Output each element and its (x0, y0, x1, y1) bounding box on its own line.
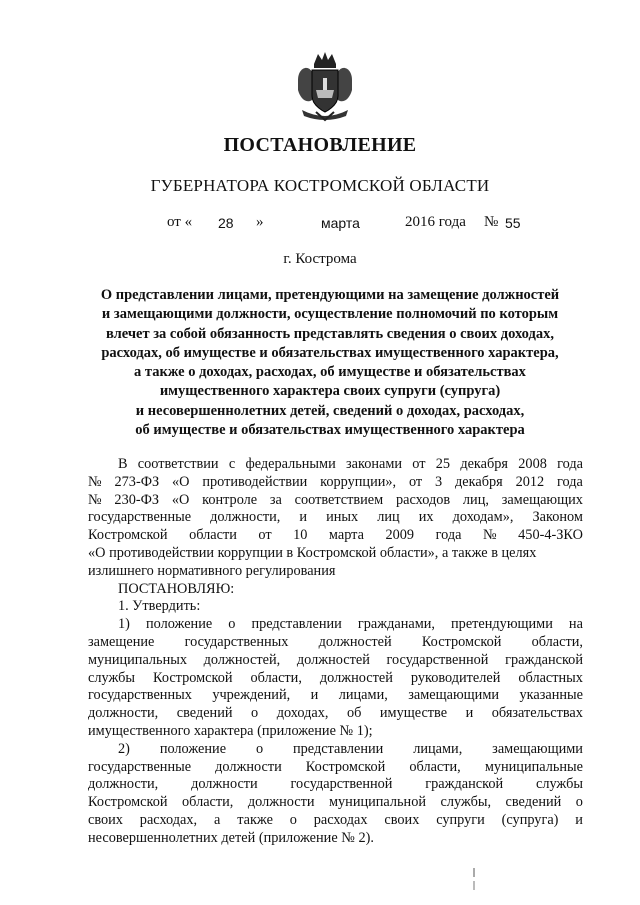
body-word: о (251, 705, 259, 722)
date-line (0, 214, 640, 234)
body-word: о (289, 811, 297, 828)
body-word: контроле (202, 491, 258, 508)
body-word: и (299, 509, 308, 526)
body-word: соответствием (294, 491, 384, 508)
heading-line: влечет за собой обязанность представлять сведения о своих доходах, (106, 325, 554, 342)
coat-of-arms-icon (294, 50, 356, 122)
body-line (88, 563, 583, 581)
body-line (88, 456, 583, 474)
body-word: за (269, 491, 282, 508)
body-word: замещение (88, 633, 155, 650)
body-word: 2). (358, 829, 374, 846)
body-word: расходов (395, 491, 451, 508)
document-heading (80, 286, 580, 440)
body-word: замещающими (408, 687, 500, 704)
body-word: Утвердить: (132, 598, 201, 615)
heading-line: имущественного характера своих супруги (супруга) (159, 383, 501, 400)
body-line (88, 705, 583, 723)
body-word: о (228, 616, 236, 633)
body-word: должности (215, 758, 282, 775)
body-word: государственные (88, 758, 192, 775)
body-word: области, (250, 669, 302, 686)
body-word: муниципальные (484, 758, 583, 775)
body-word: 2012 (515, 473, 545, 490)
body-word: 273-ФЗ (114, 473, 160, 490)
body-word: должностей, (203, 651, 281, 668)
body-word: года (557, 473, 583, 490)
body-word: с (228, 456, 236, 472)
body-word: Костромской (296, 544, 380, 561)
body-word: супруги (436, 811, 485, 828)
body-line (88, 776, 583, 794)
date-close-quote: » (256, 214, 264, 230)
body-line (88, 581, 583, 599)
body-line (88, 509, 583, 527)
body-word: В (118, 456, 128, 472)
body-word: государственной (290, 776, 393, 793)
body-word: об (346, 705, 362, 722)
date-year: 2016 года (405, 214, 466, 230)
body-word: федеральными (245, 456, 336, 472)
body-word: противодействии (202, 473, 308, 490)
body-word: учреждений, (212, 687, 291, 704)
body-word: гражданами, (357, 616, 435, 633)
body-word: положение (145, 616, 213, 633)
document-body (88, 456, 583, 848)
body-word: области (189, 527, 237, 544)
body-word: законами (345, 456, 403, 472)
body-word: службы (88, 669, 136, 686)
scan-mark (473, 868, 475, 890)
body-line (88, 723, 583, 741)
body-word: (приложение (258, 829, 342, 846)
heading-line: а также о доходах, расходах, об имуществе и обязательствах (134, 364, 526, 381)
body-word: должности (191, 776, 258, 793)
body-line (88, 812, 583, 830)
body-word: представлении (292, 740, 384, 757)
body-word: областных (518, 669, 583, 686)
body-word: должностей (319, 669, 393, 686)
body-line (88, 474, 583, 492)
body-line (88, 492, 583, 510)
body-word: «О (172, 473, 190, 490)
number-sign: № (484, 214, 499, 230)
body-word: гражданской (505, 651, 583, 668)
body-word: должности, (210, 509, 281, 526)
heading-line: О представлении лицами, претендующими на замещение должностей (100, 287, 560, 303)
body-word: своих (88, 811, 123, 828)
body-word: замещающими (492, 740, 583, 757)
body-word: имущественного (88, 722, 194, 739)
body-line (88, 616, 583, 634)
body-line (88, 687, 583, 705)
body-word: иных (326, 509, 359, 526)
body-word: 1); (356, 722, 373, 739)
body-line (88, 652, 583, 670)
body-word: замещающих (501, 491, 583, 508)
body-word: 2008 (518, 456, 547, 472)
body-word: должности, (88, 705, 159, 722)
body-word: расходах (313, 811, 368, 828)
body-line (88, 759, 583, 777)
body-word: должности (247, 794, 315, 811)
body-word: своих (384, 811, 420, 828)
body-word: муниципальных (88, 651, 187, 668)
body-word: должностей (296, 651, 370, 668)
heading-line: и несовершеннолетних детей, сведений о доходах, расходах, (135, 402, 525, 419)
body-word: № (482, 527, 497, 544)
city: г. Кострома (283, 251, 357, 267)
body-word: о (575, 794, 583, 811)
body-word: области, (409, 758, 461, 775)
heading-line: расходах, об имуществе и обязательствах имущественного характера, (101, 344, 559, 361)
body-word: имуществе (379, 705, 448, 722)
body-line (88, 670, 583, 688)
body-line (88, 527, 583, 545)
body-line (88, 794, 583, 812)
body-word: государственной (386, 651, 489, 668)
body-word: лицами, (413, 740, 463, 757)
body-word: детей (221, 829, 259, 846)
body-word: указанные (519, 687, 583, 704)
body-word: доходах, (276, 705, 329, 722)
body-word: а (441, 544, 452, 561)
body-word: расходах, (139, 811, 198, 828)
body-word: «О (171, 491, 190, 508)
body-word: декабря (460, 456, 509, 472)
body-word: от (412, 456, 426, 472)
body-word: должностей (318, 633, 392, 650)
body-word: Костромской (421, 633, 502, 650)
body-word: 230-ФЗ (114, 491, 160, 508)
body-word: 1. (118, 598, 133, 615)
body-word: Костромской (88, 527, 168, 544)
body-word: также (237, 811, 273, 828)
body-word: характера (193, 722, 258, 739)
body-word: лицами, (338, 687, 388, 704)
body-word: положение (159, 740, 227, 757)
heading-line: и замещающими должности, осуществление полномочий по которым (101, 306, 559, 323)
body-word: № (88, 491, 102, 508)
body-word: в (286, 544, 297, 561)
body-word: в (491, 544, 502, 561)
body-word: от (408, 473, 423, 490)
body-word: доходам», (452, 509, 514, 526)
body-word: 2009 (385, 527, 415, 544)
body-word: ПОСТАНОВЛЯЮ: (118, 580, 235, 597)
body-word: 2) (118, 740, 130, 757)
body-word: муниципальной (328, 794, 427, 811)
body-word: и (575, 811, 583, 828)
body-line (88, 634, 583, 652)
body-word: Костромской (153, 669, 233, 686)
body-word: о (255, 740, 264, 757)
body-word: 3 (435, 473, 443, 490)
issuing-authority: ГУБЕРНАТОРА КОСТРОМСКОЙ ОБЛАСТИ (150, 176, 490, 195)
body-word: лиц, (462, 491, 489, 508)
body-word: № (339, 722, 357, 739)
body-line (88, 598, 583, 616)
body-word: лиц (377, 509, 400, 526)
body-line (88, 830, 583, 848)
body-word: от (258, 527, 272, 544)
body-word: (приложение (257, 722, 340, 739)
body-word: года (435, 527, 462, 544)
document-number: 55 (505, 215, 521, 231)
body-word: 1) (118, 616, 130, 633)
body-word: а (213, 811, 221, 828)
body-word: целях (501, 544, 537, 561)
body-word: государственных (88, 687, 192, 704)
body-word: претендующими (451, 616, 553, 633)
body-word: сведений (505, 794, 562, 811)
date-day: 28 (218, 215, 234, 231)
body-word: области», (379, 544, 442, 561)
body-word: излишнего (88, 562, 158, 579)
body-word: регулирования (245, 562, 336, 579)
body-word: на (568, 616, 583, 633)
body-word: декабря (455, 473, 503, 490)
body-line (88, 741, 583, 759)
body-word: обязательствах (491, 705, 583, 722)
body-word: нормативного (157, 562, 246, 579)
body-word: № (88, 473, 102, 490)
body-word: коррупции (217, 544, 287, 561)
body-word: Костромской (88, 794, 168, 811)
body-word: службы (535, 776, 583, 793)
body-word: противодействии (109, 544, 218, 561)
body-word: гражданской (425, 776, 504, 793)
body-word: Костромской (305, 758, 386, 775)
body-word: области, (531, 633, 583, 650)
body-word: представлении (251, 616, 342, 633)
body-word: года (557, 456, 583, 472)
body-word: службы, (440, 794, 492, 811)
body-word: коррупции», (320, 473, 397, 490)
body-word: и (465, 705, 474, 722)
date-prefix: от « (167, 214, 193, 230)
body-word: и (310, 687, 319, 704)
body-word: несовершеннолетних (88, 829, 222, 846)
date-month: марта (321, 215, 360, 231)
document-type: ПОСТАНОВЛЕНИЕ (223, 134, 417, 156)
body-word: 10 (293, 527, 308, 544)
body-word: сведений (176, 705, 233, 722)
heading-line: об имуществе и обязательствах имущественного характера (135, 422, 525, 439)
body-word: 25 (435, 456, 451, 472)
body-word: государственные (88, 509, 192, 526)
body-word: Законом (532, 509, 583, 526)
body-word: № (341, 829, 359, 846)
body-word: марта (328, 527, 364, 544)
body-word: также (451, 544, 492, 561)
body-word: их (418, 509, 434, 526)
body-word: руководителей (410, 669, 501, 686)
body-word: соответствии (137, 456, 219, 472)
body-word: 450-4-ЗКО (518, 527, 583, 544)
body-word: области, (182, 794, 234, 811)
body-word: государственных (184, 633, 289, 650)
body-word: (супруга) (501, 811, 559, 828)
body-word: «О (88, 544, 110, 561)
body-line (88, 545, 583, 563)
body-word: должности, (88, 776, 159, 793)
